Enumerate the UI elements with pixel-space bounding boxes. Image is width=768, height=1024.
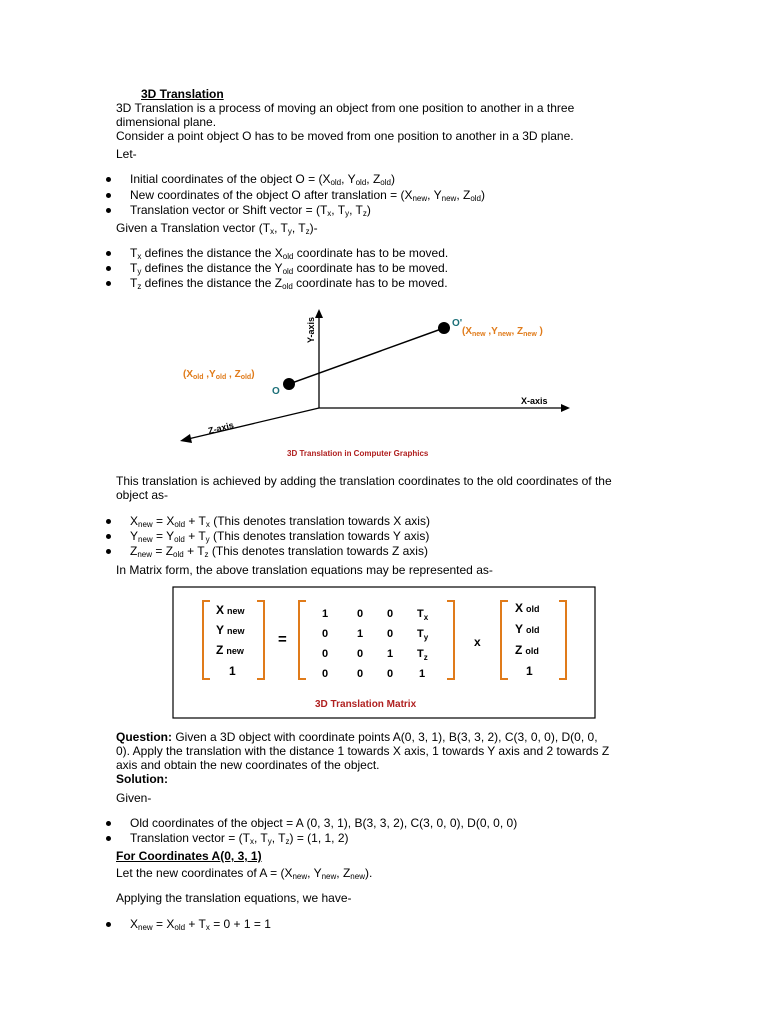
body-text: Applying the translation equations, we have- [116,891,352,905]
section-heading: For Coordinates A(0, 3, 1) [116,849,262,863]
question-line: 0). Apply the translation with the distance 1 towards X axis, 1 towards Y axis and 2 towards Z [116,744,610,758]
question-label: Question: [116,730,172,744]
list-item: New coordinates of the object O after translation = ($X_{new}$, $Y_{new}$, $Z_{old}$) [130,188,486,203]
lhs-entry: X new [216,603,245,617]
matrix-cell: 1 [322,608,329,620]
o-label: O [272,386,280,397]
body-text: In Matrix form, the above translation equations may be represented as- [116,563,493,577]
bullet-dot [106,534,111,539]
bullet-dot [106,821,111,826]
matrix-cell: 0 [357,648,364,660]
point-o-prime [438,322,450,334]
rhs-entry: Z old [515,643,539,657]
z-axis-label: Z-axis [207,419,235,436]
question-line: Question: Given a 3D object with coordinate points A(0, 3, 1), B(3, 3, 2), C(3, 0, 0), D(0, 0, [116,730,598,744]
figure-caption: 3D Translation in Computer Graphics [287,449,429,458]
bullet-dot [106,922,111,927]
solution-label: Solution: [116,772,168,786]
intro-line: dimensional plane. [116,115,217,129]
matrix-cell: 0 [322,648,329,660]
matrix-cell: 0 [357,668,364,680]
new-coordinates-label: ($X_{new}$ $,Y_{new}$, $Z_{new}$ ) [462,326,543,338]
list-item: $T_y$ defines the distance the $Y_{old}$ coordinate has to be moved. [130,261,449,276]
matrix-cell: $T_z$ [417,648,428,662]
question-line: axis and obtain the new coordinates of the object. [116,758,380,772]
list-item: Translation vector or Shift vector = ($T_x$, $T_y$, $T_z$) [130,203,371,218]
list-item: Translation vector = ($T_x$, $T_y$, $T_z) = (1$, 1, 2) [130,831,349,846]
z-axis-arrow [180,434,192,443]
list-item: Initial coordinates of the object $O = (X_{old}$, $Y_{old}$, $Z_{old}$) [130,172,395,187]
rhs-entry: X old [515,601,540,615]
matrix-cell: 1 [357,628,364,640]
list-item: Old coordinates of the object = A (0, 3, 1), B(3, 3, 2), C(3, 0, 0), D(0, 0, 0) [130,816,518,830]
matrix-cell: 0 [357,608,364,620]
lhs-entry: Z new [216,643,244,657]
list-item: $Y_{new} = Y_{old} + T_y$ (This denotes translation towards Y axis) [130,529,430,544]
intro-line: Let- [116,147,137,161]
matrix-cell: 1 [419,668,426,680]
matrix-cell: 0 [387,668,394,680]
point-o [283,378,295,390]
bullet-dot [106,177,111,182]
page-title: 3D Translation [141,87,224,101]
bullet-dot [106,251,111,256]
list-item: $T_x$ defines the distance the $X_{old}$ coordinate has to be moved. [130,246,449,261]
rhs-entry: 1 [526,664,533,678]
list-item: $X_{new} = X_{old} + T_x$ (This denotes translation towards X axis) [130,514,430,529]
bullet-dot [106,549,111,554]
lhs-entry: Y new [216,623,245,637]
old-coordinates-label: ($X_{old}$ $,Y_{old}$ , $Z_{old}$) [183,369,255,381]
body-text: object as- [116,488,169,502]
bullet-dot [106,266,111,271]
bullet-dot [106,208,111,213]
equals-sign: = [278,631,287,648]
matrix-cell: 0 [387,628,394,640]
figure-caption: 3D Translation Matrix [315,699,417,710]
list-item: $T_z$ defines the distance the $Z_{old}$ coordinate has to be moved. [130,276,448,291]
times-sign: x [474,635,481,649]
translation-axes-figure [170,302,590,467]
x-axis-label: X-axis [521,396,548,406]
matrix-cell: 0 [387,608,394,620]
y-axis-label: Y-axis [306,316,316,343]
intro-line: Consider a point object O has to be moved from one position to another in a 3D plane. [116,129,574,143]
z-axis-line [188,408,319,439]
body-text: Let the new coordinates of $A = (X_{new}$, $Y_{new}$, $Z_{new}$). [116,866,373,881]
bullet-dot [106,193,111,198]
rhs-entry: Y old [515,622,540,636]
matrix-cell: $T_y$ [417,628,429,642]
body-text: This translation is achieved by adding the translation coordinates to the old coordinates of the [116,474,612,488]
bullet-dot [106,281,111,286]
list-item: $X_{new} = X_{old} + T_x = 0 + 1 = 1$ [130,917,271,932]
matrix-cell: 1 [387,648,394,660]
o-prime-label: O' [452,318,463,329]
given-vector-line: Given a Translation vector ($T_x$, $T_y$, $T_z)-$ [116,221,318,236]
given-label: Given- [116,791,152,805]
translation-matrix-figure [172,586,596,720]
lhs-entry: 1 [229,664,236,678]
x-axis-arrow [561,404,570,412]
y-axis-arrow [315,309,323,318]
bullet-dot [106,519,111,524]
list-item: $Z_{new} = Z_{old} + T_z$ (This denotes translation towards Z axis) [130,544,428,559]
intro-line: 3D Translation is a process of moving an object from one position to another in a three [116,101,575,115]
bullet-dot [106,836,111,841]
matrix-cell: 0 [322,628,329,640]
matrix-cell: 0 [322,668,329,680]
matrix-cell: $T_x$ [417,608,429,622]
